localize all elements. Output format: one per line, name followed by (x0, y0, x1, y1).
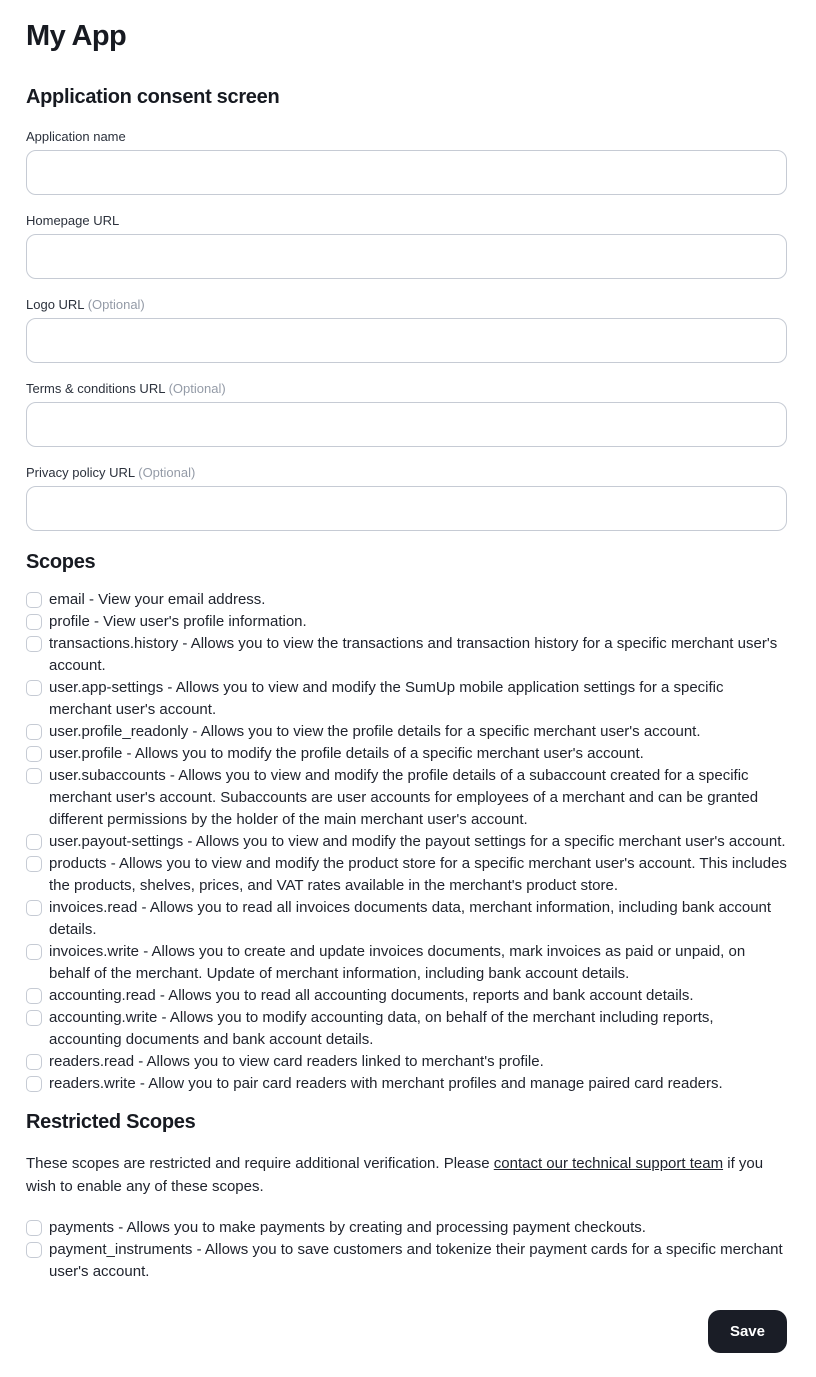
scopes-list (26, 589, 787, 1095)
scope-item (26, 721, 787, 743)
scope-checkbox[interactable] (26, 724, 42, 740)
field-label-text: Homepage URL (26, 213, 120, 228)
scope-item (26, 611, 787, 633)
restricted-scopes-list (26, 1217, 787, 1283)
scope-checkbox[interactable] (26, 1054, 42, 1070)
scope-description: user.payout-settings - Allows you to view and modify the payout settings for a specific merchant user's account. (49, 833, 786, 850)
scope-description: accounting.write - Allows you to modify accounting data, on behalf of the merchant including reports, accounting documents and bank account details. (49, 1009, 714, 1048)
text-input[interactable] (26, 150, 787, 195)
scope-item (26, 985, 787, 1007)
field-label-text: Logo URL (26, 297, 85, 312)
scope-description: invoices.write - Allows you to create and update invoices documents, mark invoices as paid or unpaid, on behalf of the merchant. Update of merchant information, including bank account details. (49, 943, 746, 982)
scope-checkbox[interactable] (26, 680, 42, 696)
scope-item (26, 897, 787, 941)
field-label (26, 213, 787, 228)
scope-checkbox[interactable] (26, 636, 42, 652)
restricted-scope-item (26, 1217, 787, 1239)
restricted-scopes-heading: Restricted Scopes (26, 1111, 196, 1133)
scope-item (26, 853, 787, 897)
scope-item (26, 633, 787, 677)
scope-description: user.profile_readonly - Allows you to view the profile details for a specific merchant user's account. (49, 723, 701, 740)
text-input[interactable] (26, 318, 787, 363)
field-label (26, 381, 787, 396)
scope-description: profile - View user's profile information. (49, 613, 307, 630)
form-field (26, 465, 787, 531)
field-optional-hint: (Optional) (168, 381, 226, 396)
field-label (26, 297, 787, 312)
application-form (26, 129, 787, 531)
scope-checkbox[interactable] (26, 834, 42, 850)
scope-item (26, 1007, 787, 1051)
scope-checkbox[interactable] (26, 988, 42, 1004)
scope-description: products - Allows you to view and modify the product store for a specific merchant user's account. This includes the products, shelves, prices, and VAT rates available in the merchant's product store. (49, 855, 787, 894)
scope-item (26, 765, 787, 831)
scope-checkbox[interactable] (26, 944, 42, 960)
field-label-text: Application name (26, 129, 126, 144)
field-label (26, 465, 787, 480)
scope-item (26, 831, 787, 853)
text-input[interactable] (26, 234, 787, 279)
scope-item (26, 589, 787, 611)
scope-item (26, 1073, 787, 1095)
text-input[interactable] (26, 486, 787, 531)
scope-description: user.app-settings - Allows you to view and modify the SumUp mobile application settings for a specific merchant user's account. (49, 679, 724, 718)
scope-description: accounting.read - Allows you to read all accounting documents, reports and bank account details. (49, 987, 694, 1004)
scope-description: readers.write - Allow you to pair card readers with merchant profiles and manage paired card readers. (49, 1075, 723, 1092)
form-field (26, 381, 787, 447)
restricted-scope-description: payment_instruments - Allows you to save customers and tokenize their payment cards for a specific merchant user's account. (49, 1241, 783, 1280)
scope-checkbox[interactable] (26, 1010, 42, 1026)
scope-checkbox[interactable] (26, 1076, 42, 1092)
save-button[interactable]: Save (708, 1310, 787, 1353)
restricted-scopes-note (26, 1152, 771, 1198)
scope-item (26, 743, 787, 765)
field-label-text: Privacy policy URL (26, 465, 135, 480)
scope-checkbox[interactable] (26, 856, 42, 872)
scopes-heading: Scopes (26, 551, 96, 573)
form-field (26, 297, 787, 363)
scope-checkbox[interactable] (26, 746, 42, 762)
form-field (26, 129, 787, 195)
scope-item (26, 941, 787, 985)
field-label (26, 129, 787, 144)
contact-support-link[interactable]: contact our technical support team (493, 1155, 724, 1172)
scope-description: transactions.history - Allows you to view the transactions and transaction history for a specific merchant user's account. (49, 635, 778, 674)
page-title: My App (26, 20, 127, 52)
restricted-note-before: These scopes are restricted and require additional verification. Please (26, 1155, 494, 1172)
scope-description: user.subaccounts - Allows you to view and modify the profile details of a subaccount created for a specific merchant user's account. Subaccounts are user accounts for employees of a merchant and can be granted different permissions by the holder of the main merchant user's account. (49, 767, 759, 828)
field-optional-hint: (Optional) (87, 297, 145, 312)
field-label-text: Terms & conditions URL (26, 381, 165, 396)
scope-item (26, 1051, 787, 1073)
scope-description: readers.read - Allows you to view card readers linked to merchant's profile. (49, 1053, 544, 1070)
field-optional-hint: (Optional) (138, 465, 196, 480)
scope-description: invoices.read - Allows you to read all invoices documents data, merchant information, including bank account details. (49, 899, 772, 938)
form-field (26, 213, 787, 279)
scope-checkbox[interactable] (26, 768, 42, 784)
actions-row (26, 1310, 787, 1353)
scope-description: email - View your email address. (49, 591, 266, 608)
scope-checkbox[interactable] (26, 614, 42, 630)
text-input[interactable] (26, 402, 787, 447)
restricted-scope-description: payments - Allows you to make payments by creating and processing payment checkouts. (49, 1219, 646, 1236)
restricted-scope-checkbox[interactable] (26, 1220, 42, 1236)
consent-screen-heading: Application consent screen (26, 86, 280, 108)
restricted-scope-item (26, 1239, 787, 1283)
restricted-note-after: if you wish to enable any of these scopes. (26, 1155, 764, 1195)
scope-checkbox[interactable] (26, 900, 42, 916)
scope-checkbox[interactable] (26, 592, 42, 608)
scope-description: user.profile - Allows you to modify the profile details of a specific merchant user's account. (49, 745, 644, 762)
scope-item (26, 677, 787, 721)
restricted-scope-checkbox[interactable] (26, 1242, 42, 1258)
